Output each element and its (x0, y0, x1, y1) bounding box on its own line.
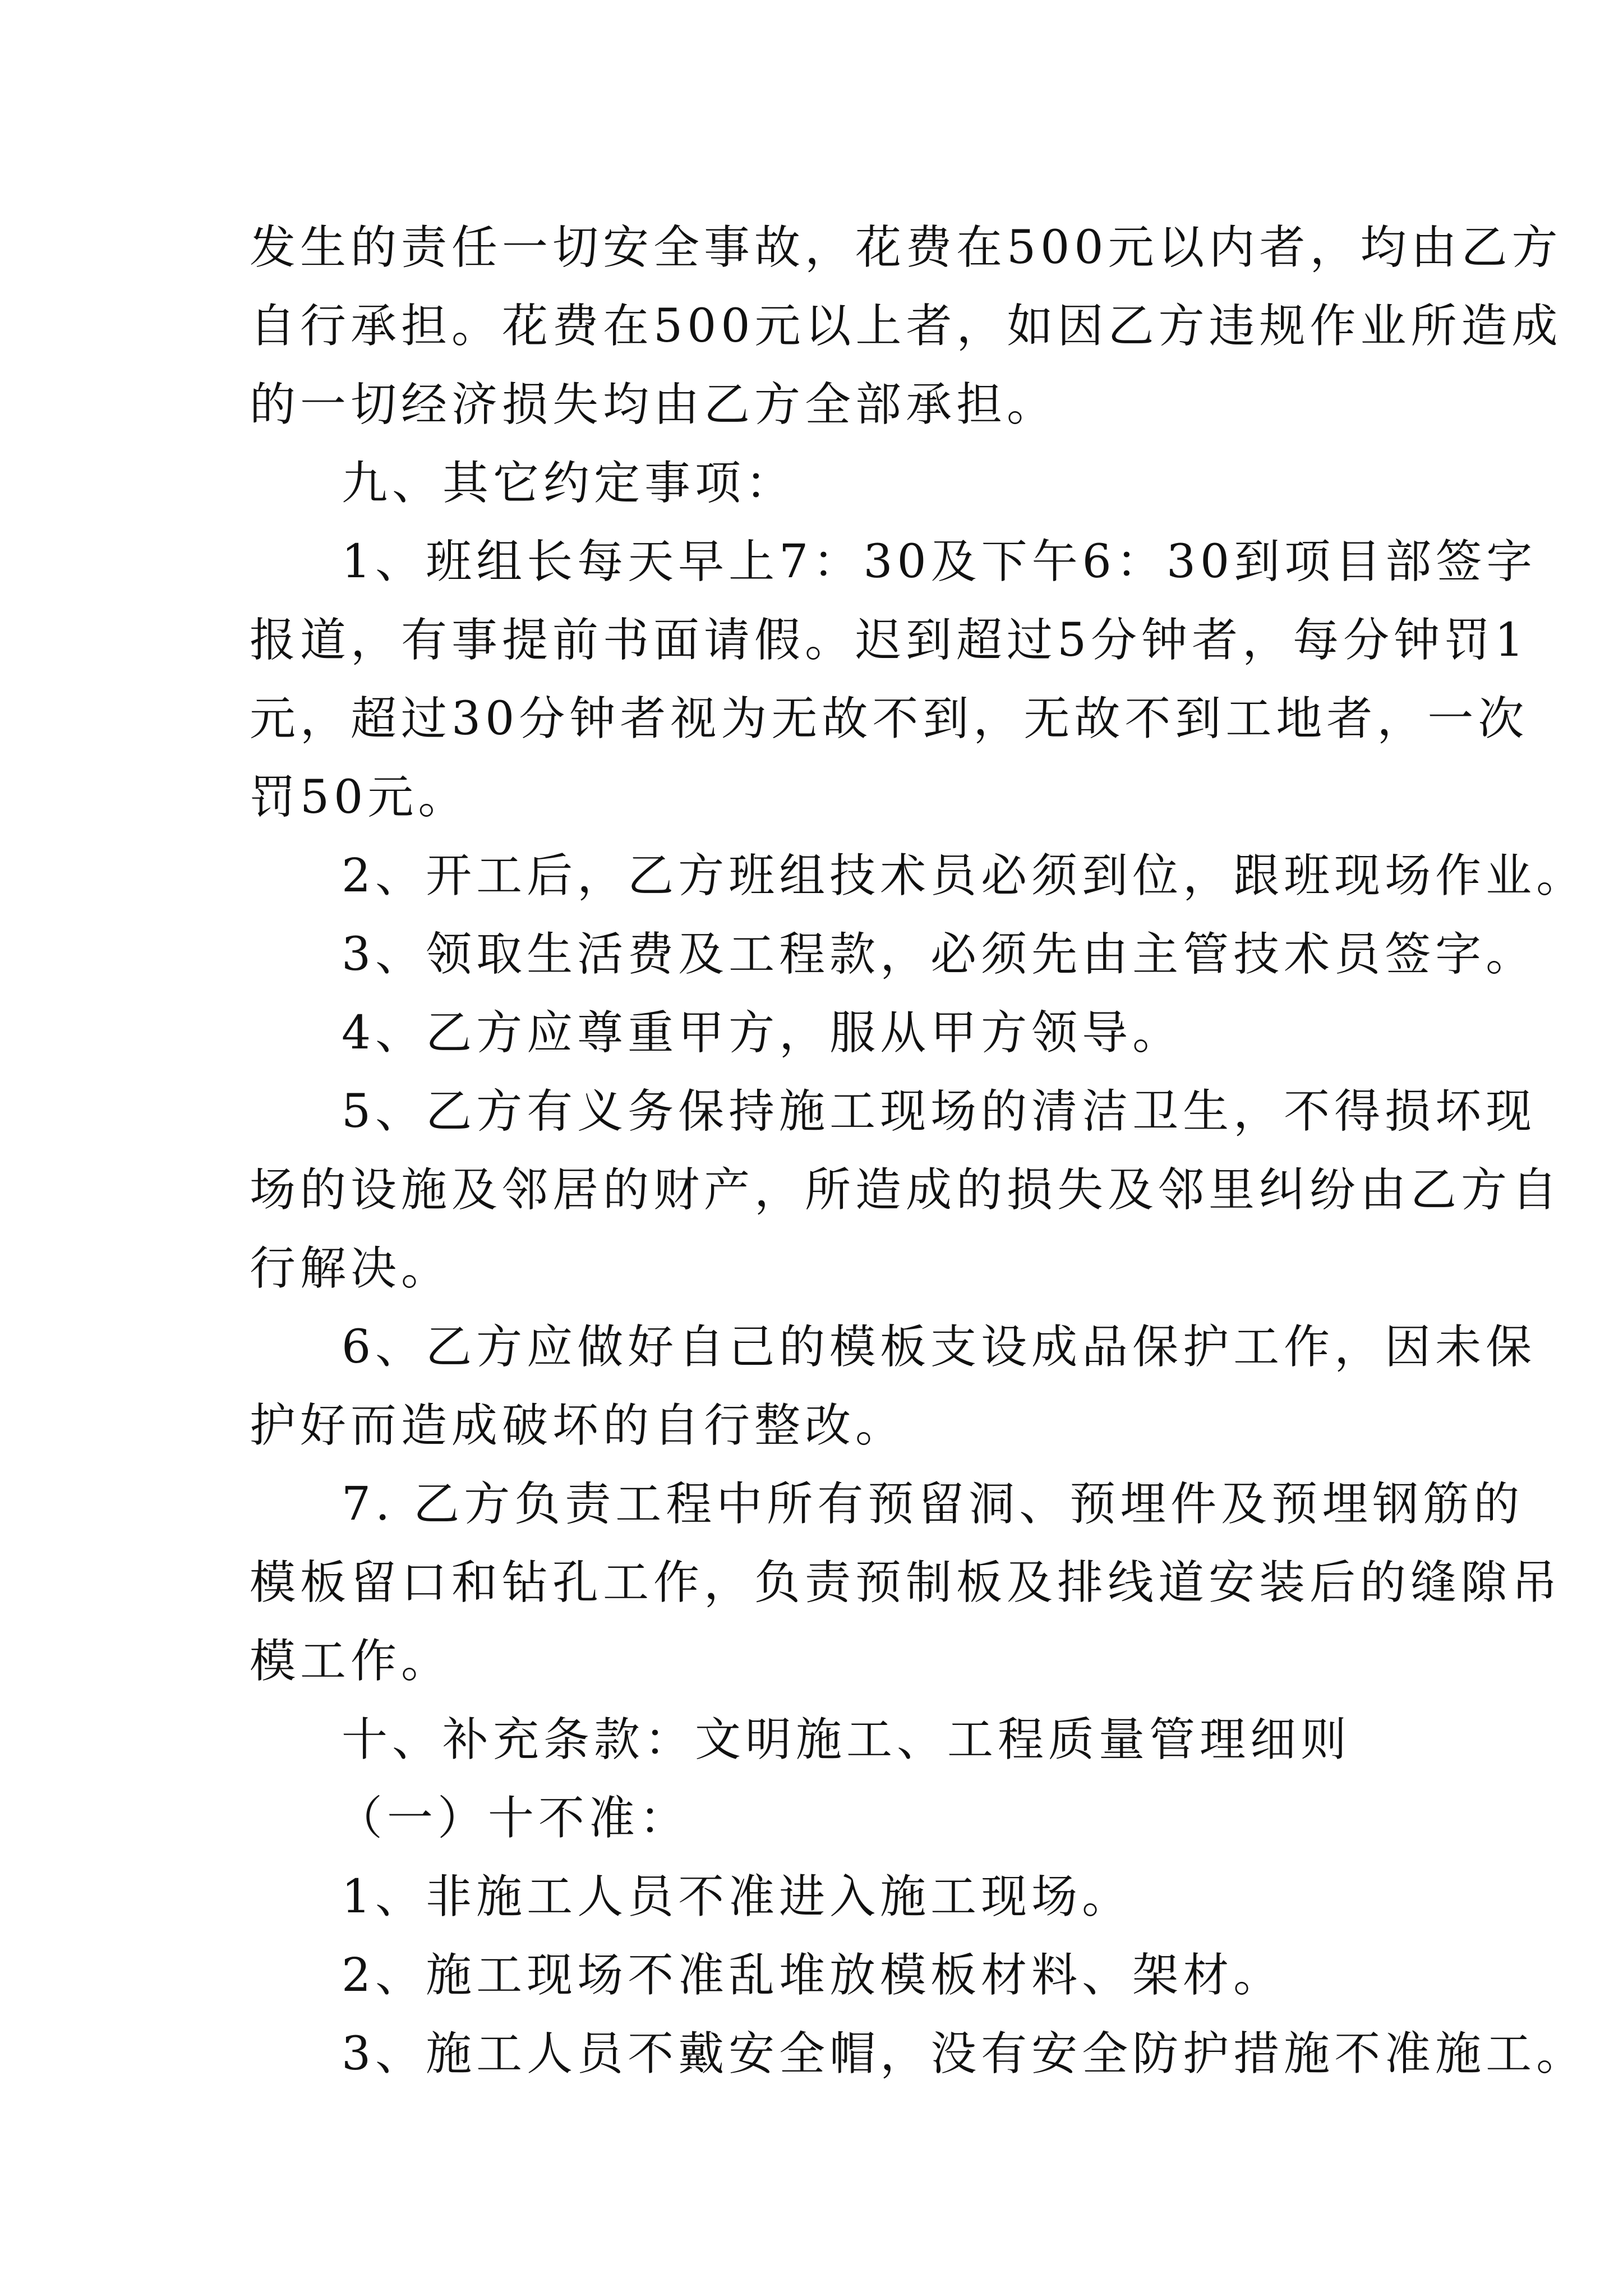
list-item: 3、施工人员不戴安全帽，没有安全防护措施不准施工。 (342, 2027, 1587, 2081)
list-item: 2、施工现场不准乱堆放模板材料、架材。 (342, 1949, 1284, 2002)
paragraph-line: 元，超过30分钟者视为无故不到，无故不到工地者，一次 (250, 692, 1529, 746)
list-item: 7. 乙方负责工程中所有预留洞、预埋件及预埋钢筋的 (342, 1478, 1524, 1531)
document-body (250, 209, 1587, 2093)
paragraph-line: 的一切经济损失均由乙方全部承担。 (250, 378, 1058, 431)
paragraph-line: 行解决。 (250, 1242, 452, 1295)
paragraph-line: 罚50元。 (250, 771, 469, 824)
list-item: 2、开工后，乙方班组技术员必须到位，跟班现场作业。 (342, 849, 1587, 903)
paragraph-line: 模工作。 (250, 1635, 452, 1688)
list-item: 1、班组长每天早上7：30及下午6：30到项目部签字 (342, 535, 1537, 588)
list-item: 3、领取生活费及工程款，必须先由主管技术员签字。 (342, 928, 1537, 981)
list-item: 5、乙方有义务保持施工现场的清洁卫生，不得损坏现 (342, 1085, 1537, 1138)
section-heading: 九、其它约定事项： (342, 457, 796, 510)
list-item: 6、乙方应做好自己的模板支设成品保护工作，因未保 (342, 1320, 1537, 1374)
paragraph-line: 发生的责任一切安全事故，花费在500元以内者，均由乙方 (250, 221, 1562, 274)
list-item: 4、乙方应尊重甲方，服从甲方领导。 (342, 1006, 1183, 1060)
paragraph-line: 场的设施及邻居的财产，所造成的损失及邻里纠纷由乙方自 (250, 1163, 1562, 1217)
paragraph-line: 报道，有事提前书面请假。迟到超过5分钟者，每分钟罚1 (250, 614, 1529, 667)
list-item: 1、非施工人员不准进入施工现场。 (342, 1870, 1133, 1924)
section-heading: 十、补充条款：文明施工、工程质量管理细则 (342, 1713, 1352, 1766)
paragraph-line: 模板留口和钻孔工作，负责预制板及排线道安装后的缝隙吊 (250, 1556, 1562, 1609)
subsection-heading: （一）十不准： (336, 1792, 690, 1845)
paragraph-line: 护好而造成破坏的自行整改。 (250, 1399, 906, 1452)
paragraph-line: 自行承担。花费在500元以上者，如因乙方违规作业所造成 (250, 300, 1562, 353)
